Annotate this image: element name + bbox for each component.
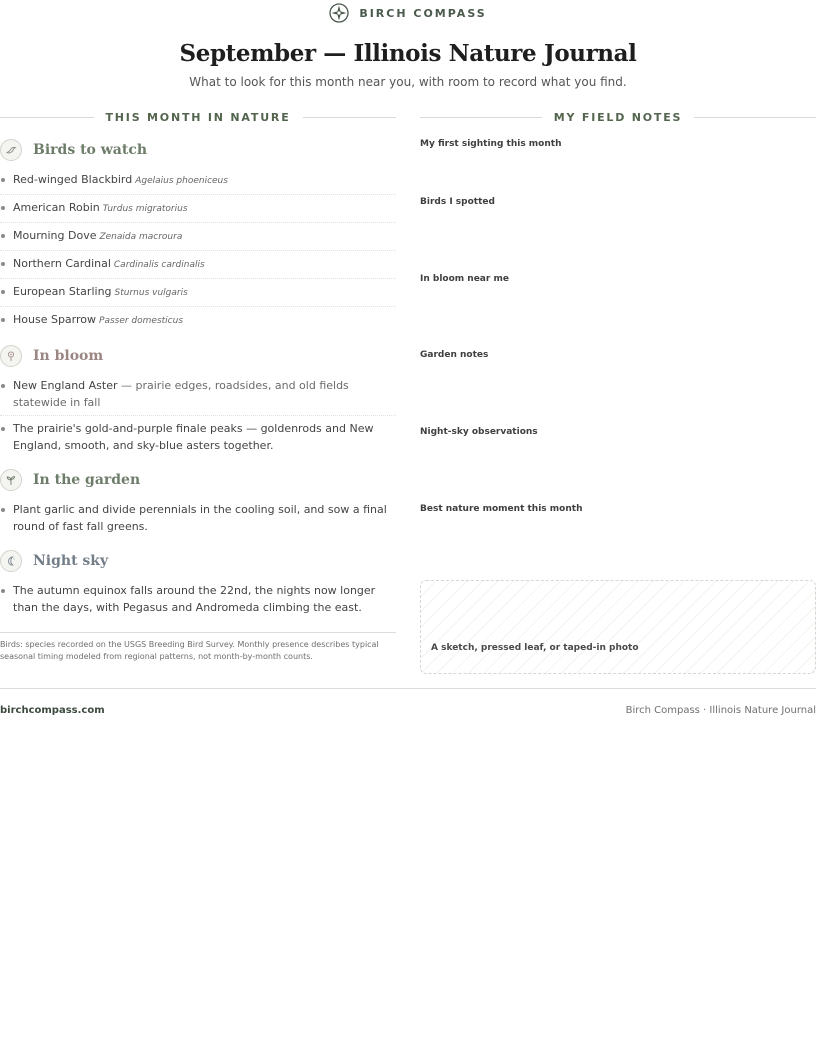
- page-title: September — Illinois Nature Journal: [179, 40, 637, 67]
- sky-title: Night sky: [33, 553, 109, 569]
- list-item: The prairie's gold-and-purple finale peaks — goldenrods and New England, smooth, and sky-blue asters together.: [0, 416, 396, 458]
- footer-credit: Birch Compass · Illinois Nature Journal: [625, 705, 816, 716]
- field-garden-notes[interactable]: Garden notes: [420, 350, 489, 360]
- sky-list: [0, 578, 396, 620]
- field-in-bloom[interactable]: In bloom near me: [420, 274, 509, 284]
- birds-list: [0, 167, 396, 334]
- list-item: Northern Cardinal Cardinalis cardinalis: [0, 251, 396, 279]
- garden-heading: [0, 467, 396, 493]
- brand-header: [0, 2, 816, 24]
- sketch-caption: A sketch, pressed leaf, or taped-in photo: [431, 643, 639, 653]
- list-item: Mourning Dove Zenaida macroura: [0, 223, 396, 251]
- sky-heading: [0, 548, 396, 574]
- nature-column: [0, 106, 396, 663]
- list-item: New England Aster — prairie edges, roadsides, and old fields statewide in fall: [0, 373, 396, 416]
- brand-name: BIRCH COMPASS: [359, 6, 487, 20]
- field-best-moment[interactable]: Best nature moment this month: [420, 504, 583, 514]
- bloom-heading: [0, 343, 396, 369]
- garden-list: [0, 497, 396, 539]
- list-item: Plant garlic and divide perennials in the cooling soil, and sow a final round of fast fall greens.: [0, 497, 396, 539]
- footer-site-link[interactable]: birchcompass.com: [0, 705, 105, 716]
- bloom-title: In bloom: [33, 348, 104, 364]
- garden-title: In the garden: [33, 472, 141, 488]
- bird-icon: [0, 139, 22, 161]
- list-item: Red-winged Blackbird Agelaius phoeniceus: [0, 167, 396, 195]
- footer-divider: [0, 688, 816, 689]
- birds-source-note: Birds: species recorded on the USGS Breeding Bird Survey. Monthly presence describes typical seasonal timing modeled from regional patterns, not month-by-month counts.: [0, 632, 396, 663]
- page-subtitle: What to look for this month near you, with room to record what you find.: [189, 75, 627, 89]
- sprout-icon: [0, 469, 22, 491]
- birds-title: Birds to watch: [33, 142, 148, 158]
- list-item: House Sparrow Passer domesticus: [0, 307, 396, 334]
- list-item: European Starling Sturnus vulgaris: [0, 279, 396, 307]
- list-item: The autumn equinox falls around the 22nd, the nights now longer than the days, with Pegasus and Andromeda climbing the east.: [0, 578, 396, 620]
- field-birds-spotted[interactable]: Birds I spotted: [420, 197, 495, 207]
- section-heading-notes: MY FIELD NOTES: [420, 106, 816, 128]
- flower-icon: [0, 345, 22, 367]
- bloom-list: [0, 373, 396, 458]
- field-first-sighting[interactable]: My first sighting this month: [420, 139, 562, 149]
- birds-heading: [0, 137, 396, 163]
- compass-icon: [329, 3, 349, 23]
- sketch-box[interactable]: [420, 580, 816, 674]
- moon-icon: [0, 550, 22, 572]
- field-notes-column: [420, 106, 816, 128]
- field-night-sky[interactable]: Night-sky observations: [420, 427, 538, 437]
- list-item: American Robin Turdus migratorius: [0, 195, 396, 223]
- section-heading-nature: THIS MONTH IN NATURE: [0, 106, 396, 128]
